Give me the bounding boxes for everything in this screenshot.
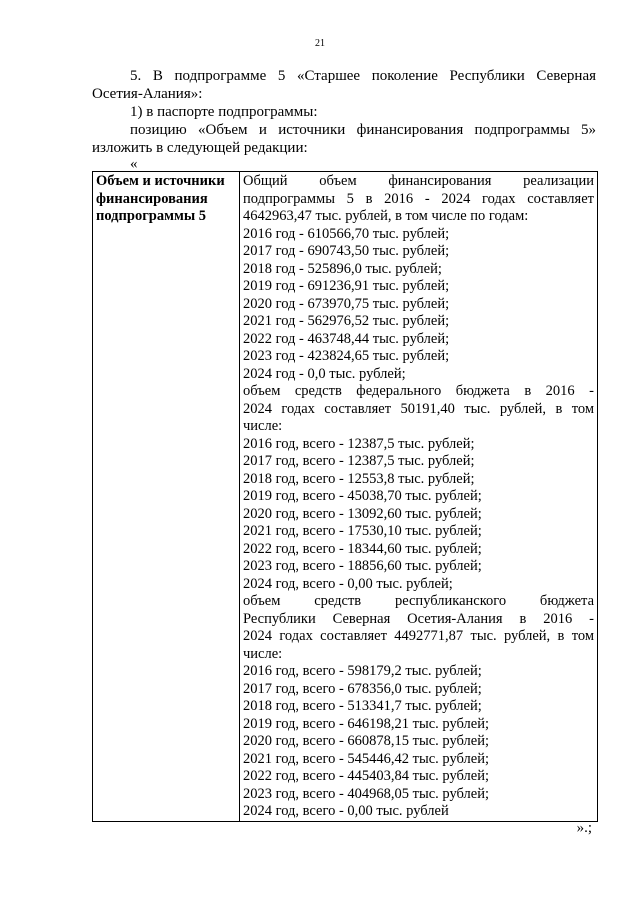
funding-content-line: числе: — [243, 418, 283, 434]
funding-content-line: числе: — [243, 645, 283, 662]
funding-content-line: 2016 год, всего - 12387,5 тыс. рублей; — [243, 435, 475, 452]
funding-content-line: 2022 год, всего - 18344,60 тыс. рублей; — [243, 540, 482, 557]
funding-content-line: 2021 год - 562976,52 тыс. рублей; — [243, 313, 450, 329]
funding-content-line: 2020 год, всего - 13092,60 тыс. рублей; — [243, 505, 482, 522]
intro-line-4: позицию «Объем и источники финансирования подпрограммы 5» — [130, 122, 596, 138]
funding-content-line: 2018 год, всего - 513341,7 тыс. рублей; — [243, 698, 482, 714]
funding-label-line: Объем и источники — [96, 173, 225, 189]
funding-content-line: 2017 год, всего - 678356,0 тыс. рублей; — [243, 680, 482, 697]
funding-content-line: 2024 годах составляет 50191,40 тыс. рублей, в том — [243, 400, 594, 417]
funding-table — [92, 171, 598, 822]
funding-content-line: 2022 год - 463748,44 тыс. рублей; — [243, 330, 450, 347]
funding-content-line: 2023 год, всего - 404968,05 тыс. рублей; — [243, 785, 490, 802]
funding-content-cell — [240, 172, 598, 822]
funding-content-line: 2017 год, всего - 12387,5 тыс. рублей; — [243, 453, 475, 469]
funding-content-line: 2019 год - 691236,91 тыс. рублей; — [243, 278, 450, 294]
funding-content-line: 4642963,47 тыс. рублей, в том числе по годам: — [243, 208, 529, 224]
funding-label-line: финансирования — [96, 190, 208, 207]
funding-row — [93, 172, 598, 822]
funding-content-line: 2019 год, всего - 646198,21 тыс. рублей; — [243, 715, 490, 732]
funding-content-line: 2019 год, всего - 45038,70 тыс. рублей; — [243, 488, 482, 504]
intro-line-1: 5. В подпрограмме 5 «Старшее поколение Республики Северная — [130, 68, 596, 84]
intro-line-2: Осетия-Алания»: — [92, 86, 203, 102]
closing-quote: ».; — [576, 820, 592, 836]
funding-content-line: 2016 год, всего - 598179,2 тыс. рублей; — [243, 663, 482, 679]
intro-line-5: изложить в следующей редакции: — [92, 140, 308, 156]
funding-content-line: 2024 год, всего - 0,00 тыс. рублей — [243, 803, 449, 819]
funding-content-line: 2020 год, всего - 660878,15 тыс. рублей; — [243, 733, 490, 749]
funding-label-cell — [93, 172, 240, 822]
funding-content-line: Общий объем финансирования реализации — [243, 173, 594, 189]
page-number: 21 — [315, 38, 325, 49]
funding-content-line: 2018 год, всего - 12553,8 тыс. рублей; — [243, 470, 475, 487]
funding-content-line: 2024 год, всего - 0,00 тыс. рублей; — [243, 575, 453, 592]
funding-content-line: 2024 год - 0,0 тыс. рублей; — [243, 365, 406, 382]
funding-content-line: подпрограммы 5 в 2016 - 2024 годах составляет — [243, 190, 594, 207]
funding-content-line: 2018 год - 525896,0 тыс. рублей; — [243, 260, 442, 277]
funding-content-line: Республики Северная Осетия-Алания в 2016 - — [243, 610, 594, 627]
funding-content-line: 2022 год, всего - 445403,84 тыс. рублей; — [243, 768, 490, 784]
funding-content-line: объем средств республиканского бюджета — [243, 593, 594, 609]
opening-quote: « — [130, 156, 138, 172]
funding-content-line: 2023 год - 423824,65 тыс. рублей; — [243, 348, 450, 364]
intro-paragraph — [92, 67, 596, 157]
funding-content-line: 2016 год - 610566,70 тыс. рублей; — [243, 225, 450, 242]
funding-content-line: 2020 год - 673970,75 тыс. рублей; — [243, 295, 450, 312]
intro-line-3: 1) в паспорте подпрограммы: — [130, 104, 318, 120]
funding-content-line: 2024 годах составляет 4492771,87 тыс. рублей, в том — [243, 628, 594, 644]
funding-content-line: 2021 год, всего - 545446,42 тыс. рублей; — [243, 750, 490, 767]
funding-content-line: 2023 год, всего - 18856,60 тыс. рублей; — [243, 558, 482, 574]
funding-label-line: подпрограммы 5 — [96, 208, 207, 224]
funding-content-line: объем средств федерального бюджета в 2016 - — [243, 383, 594, 399]
funding-content-line: 2017 год - 690743,50 тыс. рублей; — [243, 243, 450, 259]
funding-content-line: 2021 год, всего - 17530,10 тыс. рублей; — [243, 523, 482, 539]
